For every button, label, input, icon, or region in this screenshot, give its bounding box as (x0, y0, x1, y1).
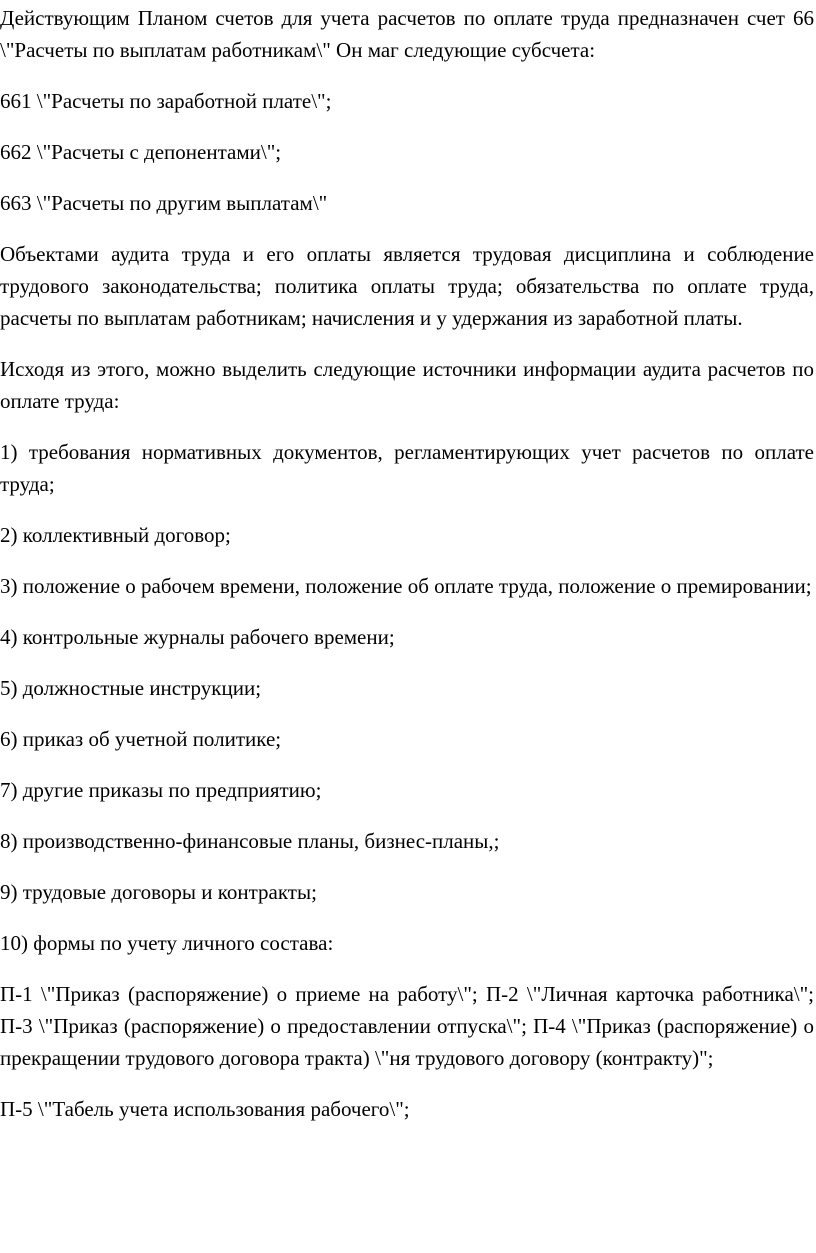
subaccount-662: 662 \"Расчеты с депонентами\"; (0, 140, 282, 164)
audit-objects-paragraph: Объектами аудита труда и его оплаты является трудовая дисциплина и соблюдение трудового законодательства; политика оплаты труда; обязательства по оплате труда, расчеты по выплатам работникам; начисления и у удержания из заработной платы. (0, 242, 814, 330)
intro-paragraph: Действующим Планом счетов для учета расчетов по оплате труда предназначен счет 66 \"Расчеты по выплатам работникам\" Он маг следующие субсчета: (0, 6, 814, 62)
list-item-6: 6) приказ об учетной политике; (0, 727, 282, 751)
subaccount-663: 663 \"Расчеты по другим выплатам\" (0, 191, 328, 215)
subaccount-661: 661 \"Расчеты по заработной плате\"; (0, 89, 332, 113)
sources-intro-paragraph: Исходя из этого, можно выделить следующие источники информации аудита расчетов по оплате труда: (0, 357, 814, 413)
form-p5-paragraph: П-5 \"Табель учета использования рабочего\"; (0, 1097, 410, 1121)
list-item-10: 10) формы по учету личного состава: (0, 931, 334, 955)
list-item-2: 2) коллективный договор; (0, 523, 231, 547)
list-item-1: 1) требования нормативных документов, регламентирующих учет расчетов по оплате труда; (0, 440, 814, 496)
list-item-8: 8) производственно-финансовые планы, бизнес-планы,; (0, 829, 500, 853)
list-item-3: 3) положение о рабочем времени, положение об оплате труда, положение о премировании; (0, 574, 812, 598)
personnel-forms-paragraph: П-1 \"Приказ (распоряжение) о приеме на работу\"; П-2 \"Личная карточка работника\"; П-3 \"Приказ (распоряжение) о предоставлении отпуска\"; П-4 \"Приказ (распоряжение) о прекращении трудового договора тракта) \"ня трудового договору (контракту)"; (0, 982, 814, 1070)
list-item-5: 5) должностные инструкции; (0, 676, 262, 700)
list-item-9: 9) трудовые договоры и контракты; (0, 880, 317, 904)
list-item-4: 4) контрольные журналы рабочего времени; (0, 625, 395, 649)
list-item-7: 7) другие приказы по предприятию; (0, 778, 322, 802)
